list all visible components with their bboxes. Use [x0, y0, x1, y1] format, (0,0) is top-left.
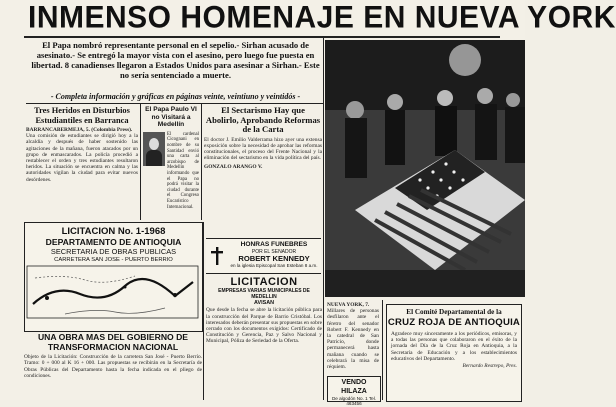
students-dateline: BARRANCABERMEJA, 5. (Colombia Press). — [26, 127, 133, 133]
funeral-photo — [325, 40, 525, 297]
sectarismo-body: El doctor J. Emilio Valderrama hizo ayer una extensa exposición sobre la necesidad de aprobar las reformas constitucionales, el proceso del Frente Nacional y la eliminación del sectarismo en la vida política del país. — [204, 136, 322, 162]
continued-note: - Completa información y gráficas en páginas veinte, veintiuno y veintidós - — [50, 92, 301, 101]
honras-box — [206, 238, 321, 274]
nueva-york-body: Millares de personas desfilaron ante el féretro del senador Robert F. Kennedy en la catedral de San Patricio, donde permanecerá hasta mañana cuando se celebrará la misa de réquiem. — [327, 308, 379, 371]
sectarismo-article — [204, 106, 322, 234]
nueva-york-dateline: NUEVA YORK, 7. — [327, 302, 370, 308]
casket-flag-image — [325, 40, 525, 297]
headline: INMENSO HOMENAJE EN NUEVA YORK — [28, 0, 616, 35]
licitacion2-title: LICITACION — [230, 276, 298, 288]
students-body: Una comisión de estudiantes se dirigió hoy a la alcaldía y después de haber sostenido las agitaciones de la mañana, fueron atacados por un grupo de enmascarados. La policía procedió a restablecer el orden y tres estudiantes resultaron heridos. La situación se encuentra en calma y las autoridades vigilan la ciudad para evitar nuevos desórdenes. — [26, 133, 138, 183]
obra-title: UNA OBRA MAS DEL GOBIERNO DE TRANSFORMACION NACIONAL — [37, 332, 189, 352]
cruz-roja-title: CRUZ ROJA DE ANTIOQUIA — [387, 317, 521, 328]
licitacion-dept: DEPARTAMENTO DE ANTIOQUIA — [45, 237, 182, 247]
honras-place: en la iglesia Episcopal San Esteban 8 a.m. — [230, 263, 318, 269]
honras-sub: POR EL SENADOR — [251, 248, 297, 255]
column-rule-2 — [201, 104, 202, 220]
licitacion2-aviso: AVISAN — [254, 300, 274, 306]
latin-cross-icon — [210, 247, 224, 265]
sectarismo-title: El Sectarismo Hay que Abolirlo, Aprobando Reformas de la Carta — [205, 105, 321, 135]
pope-body: El cardenal Cicognani en nombre de su Santidad envió una carta al arzobispo de Medellín informando que el Papa no podrá visitar la ciudad durante el Congreso Eucarístico Internacional. — [167, 131, 199, 210]
licitacion-title: LICITACION No. 1-1968 — [61, 226, 166, 237]
nueva-york-article — [327, 302, 379, 374]
students-title: Tres Heridos en Disturbios Estudiantiles en Barranca — [34, 106, 130, 125]
column-rule-5 — [382, 300, 383, 400]
licitacion2-org: EMPRESAS VARIAS MUNICIPALES DE MEDELLIN — [218, 288, 310, 300]
licitacion-ad — [24, 222, 203, 332]
sectarismo-byline: GONZALO ARANGO V. — [204, 163, 263, 170]
cruz-roja-body: Agradece muy sinceramente a los periódicos, emisoras, y a todas las personas que colaboraron en el éxito de la jornada del Día de la Cruz Roja en Antioquia, a la Secretaría de Educación y a los establecimientos educativos del Departamento. — [391, 331, 517, 362]
licitacion-empresas — [206, 276, 322, 400]
column-rule-1 — [140, 104, 141, 220]
honras-title: HONRAS FUNEBRES — [240, 241, 308, 248]
vendo-ad — [327, 376, 381, 407]
lead-paragraph: El Papa nombró representante personal en el sepelio.- Sirhan acusado de asesinato.- Se entregó la mayor vista con el asesino, pero luego fue puesta en libertad. 8 canadienses llegaron a Estados Unidos para asesinar a Sirhan.- Este no sería sentenciado a muerte. — [31, 40, 320, 80]
licitacion-road: CARRETERA SAN JOSE - PUERTO BERRIO — [54, 257, 173, 263]
cruz-roja-sign: Bernardo Restrepo, Pres. — [462, 363, 517, 370]
honras-name: ROBERT KENNEDY — [238, 253, 310, 263]
cruz-roja-pre: El Comité Departamental de la — [406, 308, 502, 316]
vendo-title: VENDO HILAZA — [341, 379, 367, 395]
vendo-body: De algodón No. 1 Tel. 463456 — [331, 396, 377, 407]
obra-body: Objeto de la Licitación: Construcción de la carretera San José - Puerto Berrío. Tramo: 0 + 000 al K 16 + 000. Las propuestas se recibirán en la Secretaría de Obras Públicas del Departamento hasta la fecha indicada en el pliego de condiciones. — [24, 354, 202, 379]
column-rule-3 — [203, 222, 204, 400]
licitacion2-body: Que desde la fecha se abre la licitación pública para la construcción del Parque de Barrio Cristóbal. Los interesados deberán presentar sus propuestas en sobre cerrado con los documentos exigidos: Certificado de Constitución y Gerencia, Paz y Salvo Nacional y Municipal, Póliza de Seriedad de la Oferta. — [206, 307, 322, 345]
cruz-roja-ad — [386, 304, 522, 402]
route-map-icon — [25, 264, 200, 320]
headline-banner — [28, 0, 616, 36]
pope-article — [143, 106, 199, 220]
pope-title: El Papa Paulo VI no Visitará a Medellín — [145, 106, 197, 129]
lead-rule — [26, 103, 323, 104]
students-article — [26, 106, 138, 224]
pope-portrait — [143, 132, 165, 166]
obra-article — [24, 333, 202, 400]
column-rule-4 — [323, 38, 324, 400]
headline-rule — [24, 36, 500, 38]
licitacion-agency: SECRETARIA DE OBRAS PUBLICAS — [50, 247, 177, 256]
